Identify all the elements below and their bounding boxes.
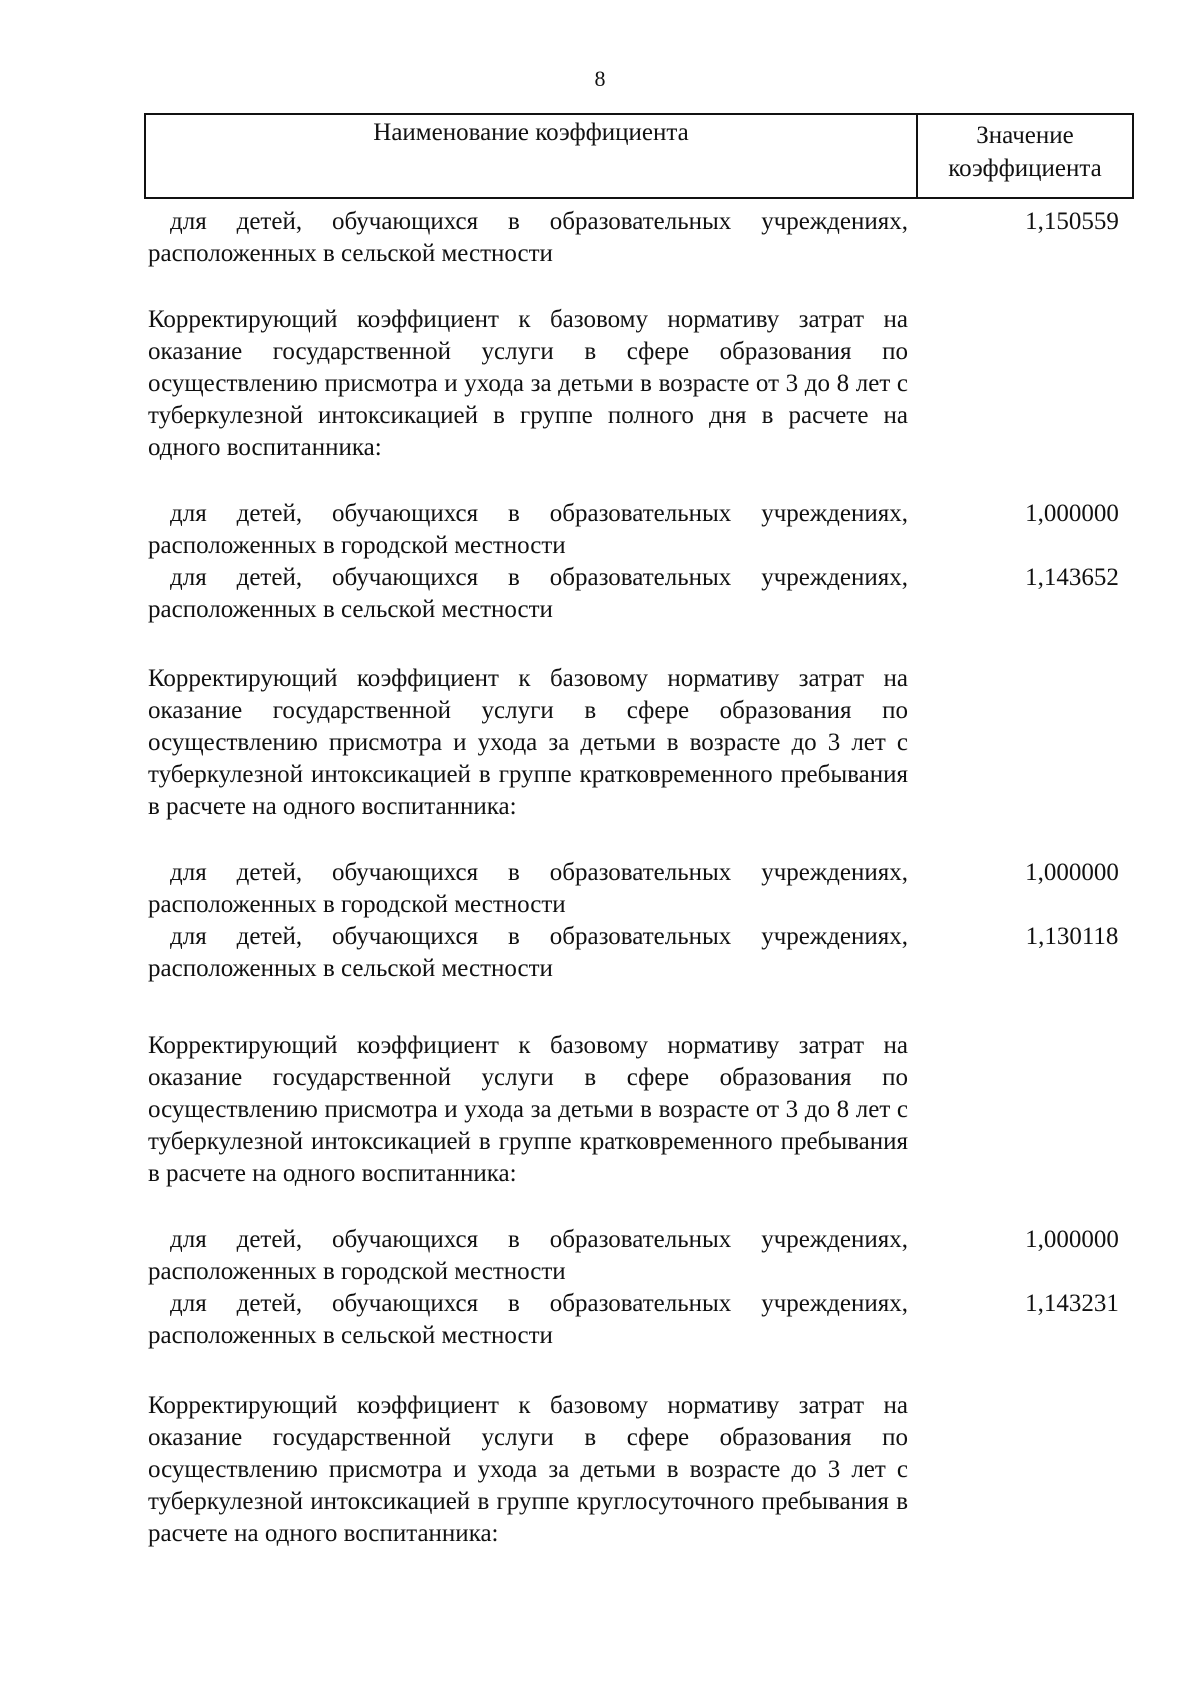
row-value: 1,143231 [1025,1290,1119,1317]
row-text: для детей, обучающихся в образовательных учреждениях, расположенных в сельской местности [148,923,908,982]
column-header-value-line2: коэффициента [948,155,1102,182]
table-row [148,1288,1188,1352]
row-text: для детей, обучающихся в образовательных учреждениях, расположенных в городской местности [148,859,908,918]
table-row [148,857,1188,921]
page-number: 8 [594,66,606,91]
row-value: 1,000000 [1025,859,1119,886]
table-row [148,562,1188,626]
column-header-name: Наименование коэффициента [146,115,918,197]
section-heading: Корректирующий коэффициент к базовому нормативу затрат на оказание государственной услуги в сфере образования по осуществлению присмотра и ухода за детьми в возрасте от 3 до 8 лет с туберкулезной интоксикацией в группе кратковременного пребывания в расчете на одного воспитанника: [148,1032,908,1187]
column-header-value-line1: Значение [976,122,1074,149]
row-text: для детей, обучающихся в образовательных учреждениях, расположенных в сельской местности [148,208,908,267]
row-text: для детей, обучающихся в образовательных учреждениях, расположенных в городской местности [148,1226,908,1285]
row-value: 1,143652 [1025,564,1119,591]
table-row [148,1030,1188,1190]
row-value: 1,000000 [1025,1226,1119,1253]
table-row [148,206,1188,270]
row-value: 1,150559 [1025,208,1119,235]
row-text: для детей, обучающихся в образовательных учреждениях, расположенных в сельской местности [148,564,908,623]
table-row [148,1224,1188,1288]
row-text: для детей, обучающихся в образовательных учреждениях, расположенных в городской местности [148,500,908,559]
table-row [148,304,1188,464]
row-value: 1,130118 [1025,923,1119,950]
section-heading: Корректирующий коэффициент к базовому нормативу затрат на оказание государственной услуги в сфере образования по осуществлению присмотра и ухода за детьми в возрасте до 3 лет с туберкулезной интоксикацией в группе круглосуточного пребывания в расчете на одного воспитанника: [148,1392,908,1547]
row-value: 1,000000 [1025,500,1119,527]
table-row [148,1390,1188,1550]
section-heading: Корректирующий коэффициент к базовому нормативу затрат на оказание государственной услуги в сфере образования по осуществлению присмотра и ухода за детьми в возрасте до 3 лет с туберкулезной интоксикацией в группе кратковременного пребывания в расчете на одного воспитанника: [148,665,908,820]
section-heading: Корректирующий коэффициент к базовому нормативу затрат на оказание государственной услуги в сфере образования по осуществлению присмотра и ухода за детьми в возрасте от 3 до 8 лет с туберкулезной интоксикацией в группе полного дня в расчете на одного воспитанника: [148,306,908,461]
table-row [148,921,1188,985]
table-row [148,663,1188,823]
row-text: для детей, обучающихся в образовательных учреждениях, расположенных в сельской местности [148,1290,908,1349]
table-row [148,498,1188,562]
